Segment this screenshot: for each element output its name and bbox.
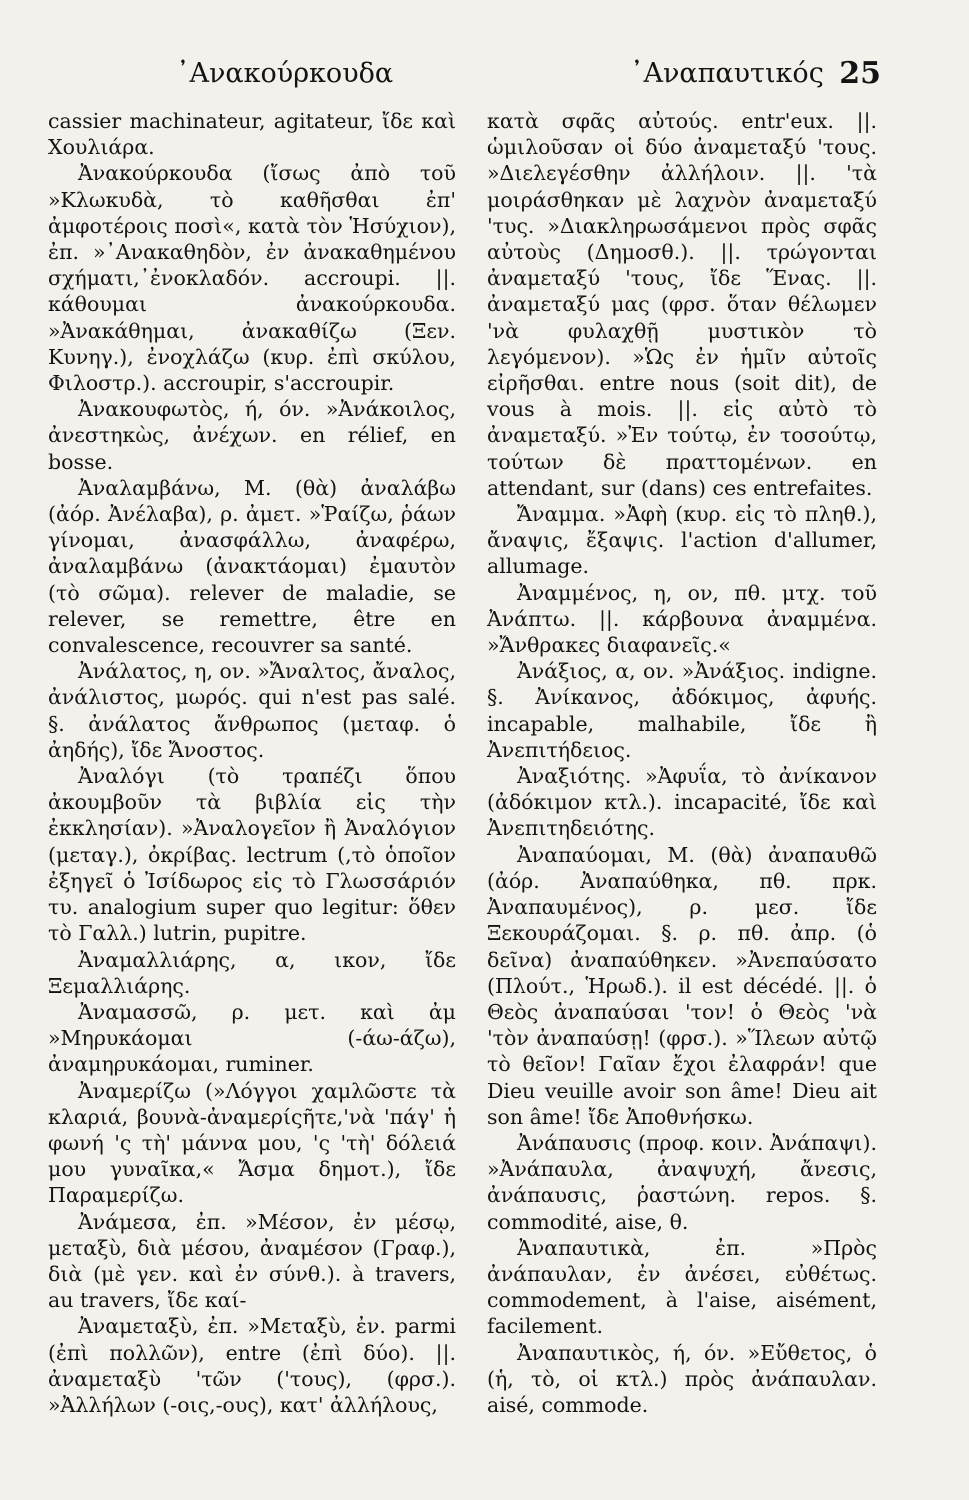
header-left-word: ᾿Ανακούρκουδα — [176, 58, 394, 89]
entry: Ἀναξιότης. »Ἀφυΐα, τὸ ἀνίκανον (ἀδόκιμον κτλ.). incapacité, ἴδε καὶ Ἀνεπιτηδειότης. — [487, 764, 877, 841]
entry: Ἀναλόγι (τὸ τραπέζι ὅπου ἀκουμβοῦν τὰ βιβλία εἰς τὴν ἐκκλησίαν). »Ἀναλογεῖον ἢ Ἀναλόγιον (μεταγ.), ὀκρίβας. lectrum (,τὸ ὁποῖον ἐξηγεῖ ὁ Ἰσίδωρος εἰς τὸ Γλωσσάριόν τυ. analogium super quo legitur: ὅθεν τὸ Γαλλ.) lutrin, pupitre. — [48, 764, 456, 946]
entry: Ἀνάμεσα, ἐπ. »Μέσον, ἐν μέσῳ, μεταξὺ, διὰ μέσου, ἀναμέσον (Γραφ.), διὰ (μὲ γεν. καὶ ἐν σύνθ.). à travers, au travers, ἴδε καί- — [48, 1209, 456, 1313]
entry: κατὰ σφᾶς αὐτούς. entr'eux. ||. ὡμιλοῦσαν οἱ δύο ἀναμεταξύ 'τους. »Διελεγέσθην ἀλλήλοιν. ||. 'τὰ μοιράσθηκαν μὲ λαχνὸν ἀναμεταξύ 'τυς. »Διακληρωσάμενοι πρὸς σφᾶς αὐτοὺς (Δημοσθ.). ||. τρώγονται ἀναμεταξύ 'τους, ἴδε Ἕνας. ||. ἀναμεταξύ μας (φρσ. ὅταν θέλωμεν 'νὰ φυλαχθῇ μυστικὸν τὸ λεγόμενον). »Ὡς ἐν ἡμῖν αὐτοῖς εἰρῆσθαι. entre nous (soit dit), de vous à mois. ||. εἰς αὐτὸ τὸ ἀναμεταξύ. »Ἐν τούτῳ, ἐν τοσούτῳ, τούτων δὲ πραττομένων. en attendant, sur (dans) ces entrefaites. — [487, 109, 877, 500]
entry: Ἄναμμα. »Ἀφὴ (κυρ. εἰς τὸ πληθ.), ἄναψις, ἔξαψις. l'action d'allumer, allumage. — [487, 502, 877, 579]
page-number: 25 — [839, 56, 881, 91]
entry: Ἀνάπαυσις (προφ. κοιν. Ἀνάπαψι). »Ἀνάπαυλα, ἀναψυχή, ἄνεσις, ἀνάπαυσις, ῥαστώνη. repos. §. commodité, aise, θ. — [487, 1130, 877, 1234]
header-right-word: ᾿Αναπαυτικός — [630, 58, 824, 89]
entry: Ἀνακουφωτὸς, ή, όν. »Ἀνάκοιλος, ἀνεστηκὼς, ἀνέχων. en rélief, en bosse. — [48, 397, 456, 474]
entry: Ἀναμερίζω (»Λόγγοι χαμλῶστε τὰ κλαριά, βουνὰ-ἀναμερίςῆτε,'νὰ 'πάγ' ἡ φωνή 'ς τὴ' μάννα μου, 'ς 'τὴ' δόλειά μου γυναῖκα,« Ἄσμα δημοτ.), ἴδε Παραμερίζω. — [48, 1078, 456, 1208]
entry: Ἀνάλατος, η, ον. »Ἄναλτος, ἄναλος, ἀνάλιστος, μωρός. qui n'est pas salé. §. ἀνάλατος ἄνθρωπος (μεταφ. ὁ ἀηδής), ἴδε Ἄνοστος. — [48, 659, 456, 762]
running-header — [48, 52, 879, 102]
entry: Ἀναλαμβάνω, Μ. (θὰ) ἀναλάβω (ἀόρ. Ἀνέλαβα), ρ. ἀμετ. »Ῥαίζω, ῥάων γίνομαι, ἀνασφάλλω, ἀναφέρω, ἀναλαμβάνω (ἀνακτάομαι) ἐμαυτὸν (τὸ σῶμα). relever de maladie, se relever, se remettre, être en convalescence, recouvrer sa santé. — [48, 475, 456, 658]
entry: Ἀναμασσῶ, ρ. μετ. καὶ ἀμ »Μηρυκάομαι (-άω-άζω), ἀναμηρυκάομαι, ruminer. — [48, 999, 456, 1077]
entry: Ἀναμεταξὺ, ἐπ. »Μεταξὺ, ἐν. parmi (ἐπὶ πολλῶν), entre (ἐπὶ δύο). ||. ἀναμεταξὺ 'τῶν ('τους), (φρσ.). »Ἀλλήλων (-οις,-ους), κατ' ἀλλήλους, — [48, 1314, 456, 1417]
left-column — [48, 108, 456, 1418]
entry: Ἀναμμένος, η, ον, πθ. μτχ. τοῦ Ἀνάπτω. ||. κάρβουνα ἀναμμένα. »Ἄνθρακες διαφανεῖς.« — [487, 580, 877, 658]
entry: Ἀνάξιος, α, ον. »Ἀνάξιος. indigne. §. Ἀνίκανος, ἀδόκιμος, ἀφυής. incapable, malhabile, ἴδε ἢ Ἀνεπιτήδειος. — [487, 659, 877, 762]
entry: cassier machinateur, agitateur, ἴδε καὶ Χουλιάρα. — [48, 109, 456, 160]
entry: Ἀναμαλλιάρης, α, ικον, ἴδε Ξεμαλλιάρης. — [48, 947, 456, 998]
entry: Ἀναπαυτικὸς, ή, όν. »Εὔθετος, ὁ (ἡ, τὸ, οἱ κτλ.) πρὸς ἀνάπαυλαν. aisé, commode. — [487, 1340, 877, 1417]
entry: Ἀναπαυτικὰ, ἐπ. »Πρὸς ἀνάπαυλαν, ἐν ἀνέσει, εὐθέτως. commodement, à l'aise, aisément, facilement. — [487, 1235, 877, 1339]
entry: Ἀνακούρκουδα (ἴσως ἀπὸ τοῦ »Κλωκυδὰ, τὸ καθῆσθαι ἐπ' ἀμφοτέροις ποσὶ«, κατὰ τὸν Ἡσύχιον), ἐπ. »᾿Ανακαθηδὸν, ἐν ἀνακαθημένου σχήματι,᾿ἐνοκλαδόν. accroupi. ||. κάθουμαι ἀνακούρκουδα. »Ἀνακάθημαι, ἀνακαθίζω (Ξεν. Κυνηγ.), ἐνοχλάζω (κυρ. ἐπὶ σκύλου, Φιλοστρ.). accroupir, s'accroupir. — [48, 161, 456, 396]
entry: Ἀναπαύομαι, Μ. (θὰ) ἀναπαυθῶ (ἀόρ. Ἀναπαύθηκα, πθ. πρκ. Ἀναπαυμένος), ρ. μεσ. ἴδε Ξεκουράζομαι. §. ρ. πθ. ἀπρ. (ὁ δεῖνα) ἀναπαύθηκεν. »Ἀνεπαύσατο (Πλούτ., Ἡρωδ.). il est décédé. ||. ὁ Θεὸς ἀναπαύσαι 'τον! ὁ Θεὸς 'νὰ 'τὸν ἀναπαύσῃ! (φρσ.). »Ἵλεων αὐτῷ τὸ θεῖον! Γαῖαν ἔχοι ἐλαφράν! que Dieu veuille avoir son âme! Dieu ait son âme! ἴδε Ἀποθνήσκω. — [487, 842, 877, 1129]
right-column — [487, 108, 877, 1418]
